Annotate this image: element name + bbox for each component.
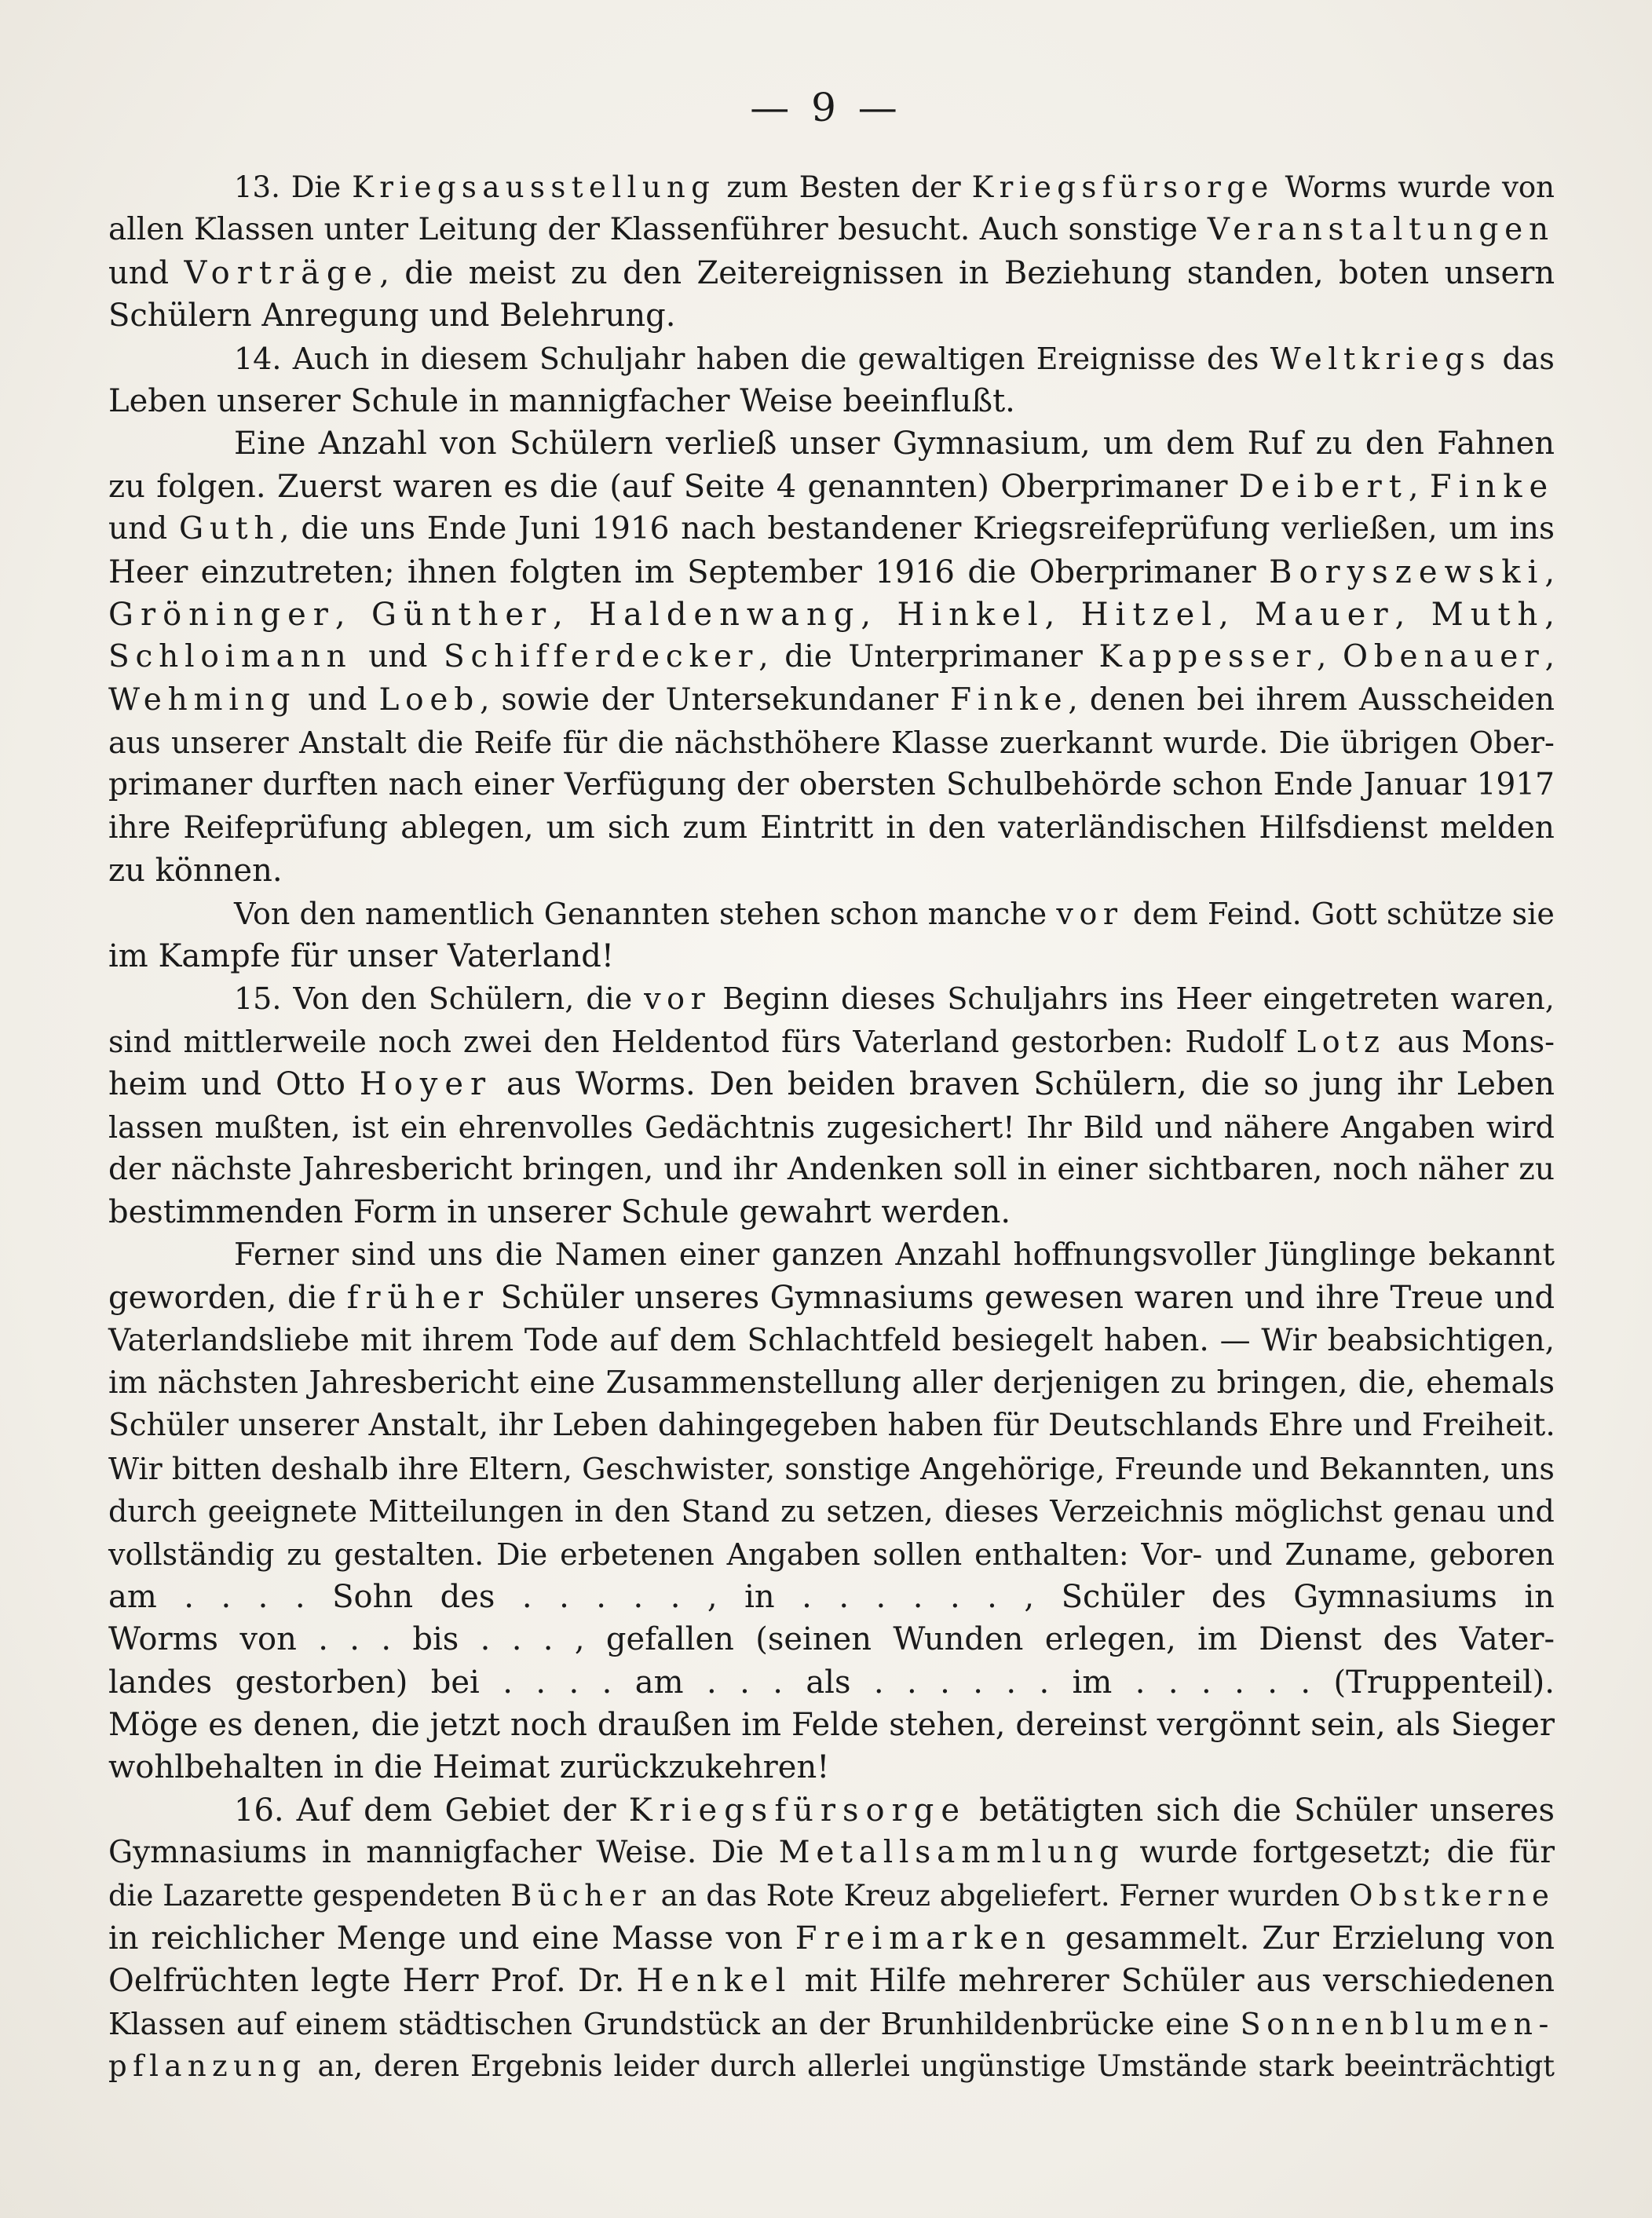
text-line: Gröninger, Günther, Haldenwang, Hinkel, Hitzel, Mauer, Muth, xyxy=(108,596,1555,633)
text-line: wohlbehalten in die Heimat zurückzukehren! xyxy=(108,1749,830,1786)
text-line: Schülern Anregung und Belehrung. xyxy=(108,298,676,334)
text-line: vollständig zu gestalten. Die erbetenen Angaben sollen enthalten: Vor- und Zuname, geboren xyxy=(108,1537,1555,1572)
text-line: Leben unserer Schule in mannigfacher Weise beeinflußt. xyxy=(108,382,1015,419)
text-line: durch geeignete Mitteilungen in den Stand zu setzen, dieses Verzeichnis möglichst genau und xyxy=(108,1494,1555,1529)
text-line: 14. Auch in diesem Schuljahr haben die gewaltigen Ereignisse des Weltkriegs das xyxy=(234,341,1555,376)
text-line: lassen mußten, ist ein ehrenvolles Gedächtnis zugesichert! Ihr Bild und nähere Angaben wird xyxy=(108,1109,1555,1145)
text-line: im Kampfe für unser Vaterland! xyxy=(108,938,614,975)
text-line: Von den namentlich Genannten stehen schon manche vor dem Feind. Gott schütze sie xyxy=(234,896,1555,931)
text-line: 13. Die Kriegsausstellung zum Besten der Kriegsfürsorge Worms wurde von xyxy=(234,170,1555,204)
text-line: Heer einzutreten; ihnen folgten im September 1916 die Oberprimaner Boryszewski, xyxy=(108,554,1555,590)
text-line: 15. Von den Schülern, die vor Beginn dieses Schuljahrs ins Heer eingetreten waren, xyxy=(234,981,1555,1017)
text-line: in reichlicher Menge und eine Masse von Freimarken gesammelt. Zur Erzielung von xyxy=(108,1920,1555,1957)
text-line: Wehming und Loeb, sowie der Untersekundaner Finke, denen bei ihrem Ausscheiden xyxy=(108,681,1555,718)
text-line: Gymnasiums in mannigfacher Weise. Die Metallsammlung wurde fortgesetzt; die für xyxy=(108,1835,1555,1871)
body-text xyxy=(108,166,1555,2088)
text-line: Möge es denen, die jetzt noch draußen im Felde stehen, dereinst vergönnt sein, als Sieger xyxy=(108,1707,1555,1744)
text-line: Vaterlandsliebe mit ihrem Tode auf dem Schlachtfeld besiegelt haben. — Wir beabsichtigen, xyxy=(108,1322,1555,1358)
text-line: die Lazarette gespendeten Bücher an das Rote Kreuz abgeliefert. Ferner wurden Obstkerne xyxy=(108,1878,1555,1913)
text-line: Schloimann und Schifferdecker, die Unterprimaner Kappesser, Obenauer, xyxy=(108,639,1555,675)
text-line: landes gestorben) bei . . . . am . . . als . . . . . . im . . . . . . (Truppenteil). xyxy=(108,1664,1555,1701)
text-line: und Guth, die uns Ende Juni 1916 nach bestandener Kriegsreifeprüfung verließen, um ins xyxy=(108,511,1555,547)
text-line: zu folgen. Zuerst waren es die (auf Seite 4 genannten) Oberprimaner Deibert, Finke xyxy=(108,468,1555,505)
text-line: ihre Reifeprüfung ablegen, um sich zum Eintritt in den vaterländischen Hilfsdienst melden xyxy=(108,809,1555,846)
text-line: Eine Anzahl von Schülern verließ unser Gymnasium, um dem Ruf zu den Fahnen xyxy=(234,426,1555,462)
text-line: 16. Auf dem Gebiet der Kriegsfürsorge betätigten sich die Schüler unseres xyxy=(234,1792,1555,1829)
text-line: geworden, die früher Schüler unseres Gymnasiums gewesen waren und ihre Treue und xyxy=(108,1280,1555,1317)
text-line: Oelfrüchten legte Herr Prof. Dr. Henkel mit Hilfe mehrerer Schüler aus verschiedenen xyxy=(108,1963,1555,2000)
text-line: am . . . . Sohn des . . . . . , in . . . . . . , Schüler des Gymnasiums in xyxy=(108,1578,1555,1615)
text-line: Klassen auf einem städtischen Grundstück an der Brunhildenbrücke eine Sonnenblumen- xyxy=(108,2006,1555,2041)
text-line: primaner durften nach einer Verfügung der obersten Schulbehörde schon Ende Januar 1917 xyxy=(108,767,1555,803)
text-line: sind mittlerweile noch zwei den Heldentod fürs Vaterland gestorben: Rudolf Lotz aus Mons- xyxy=(108,1024,1555,1059)
text-line: aus unserer Anstalt die Reife für die nächsthöhere Klasse zuerkannt wurde. Die übrigen Ober- xyxy=(108,725,1555,761)
text-line: Worms von . . . bis . . . , gefallen (seinen Wunden erlegen, im Dienst des Vater- xyxy=(108,1621,1555,1658)
text-line: pflanzung an, deren Ergebnis leider durch allerlei ungünstige Umstände stark beeinträchtigt xyxy=(108,2049,1555,2084)
text-line: heim und Otto Hoyer aus Worms. Den beiden braven Schülern, die so jung ihr Leben xyxy=(108,1066,1555,1103)
text-line: im nächsten Jahresbericht eine Zusammenstellung aller derjenigen zu bringen, die, ehemals xyxy=(108,1365,1555,1401)
text-line: der nächste Jahresbericht bringen, und ihr Andenken soll in einer sichtbaren, noch näher zu xyxy=(108,1151,1555,1187)
text-line: zu können. xyxy=(108,853,283,890)
text-line: allen Klassen unter Leitung der Klassenführer besucht. Auch sonstige Veranstaltungen xyxy=(108,212,1555,248)
page-number: — 9 — xyxy=(750,85,902,130)
text-line: Ferner sind uns die Namen einer ganzen Anzahl hoffnungsvoller Jünglinge bekannt xyxy=(234,1237,1555,1273)
text-line: Wir bitten deshalb ihre Eltern, Geschwister, sonstige Angehörige, Freunde und Bekannten, uns xyxy=(108,1451,1555,1486)
text-line: Schüler unserer Anstalt, ihr Leben dahingegeben haben für Deutschlands Ehre und Freiheit. xyxy=(108,1408,1555,1444)
text-line: bestimmenden Form in unserer Schule gewahrt werden. xyxy=(108,1194,1011,1231)
text-line: und Vorträge, die meist zu den Zeitereignissen in Beziehung standen, boten unsern xyxy=(108,254,1555,291)
